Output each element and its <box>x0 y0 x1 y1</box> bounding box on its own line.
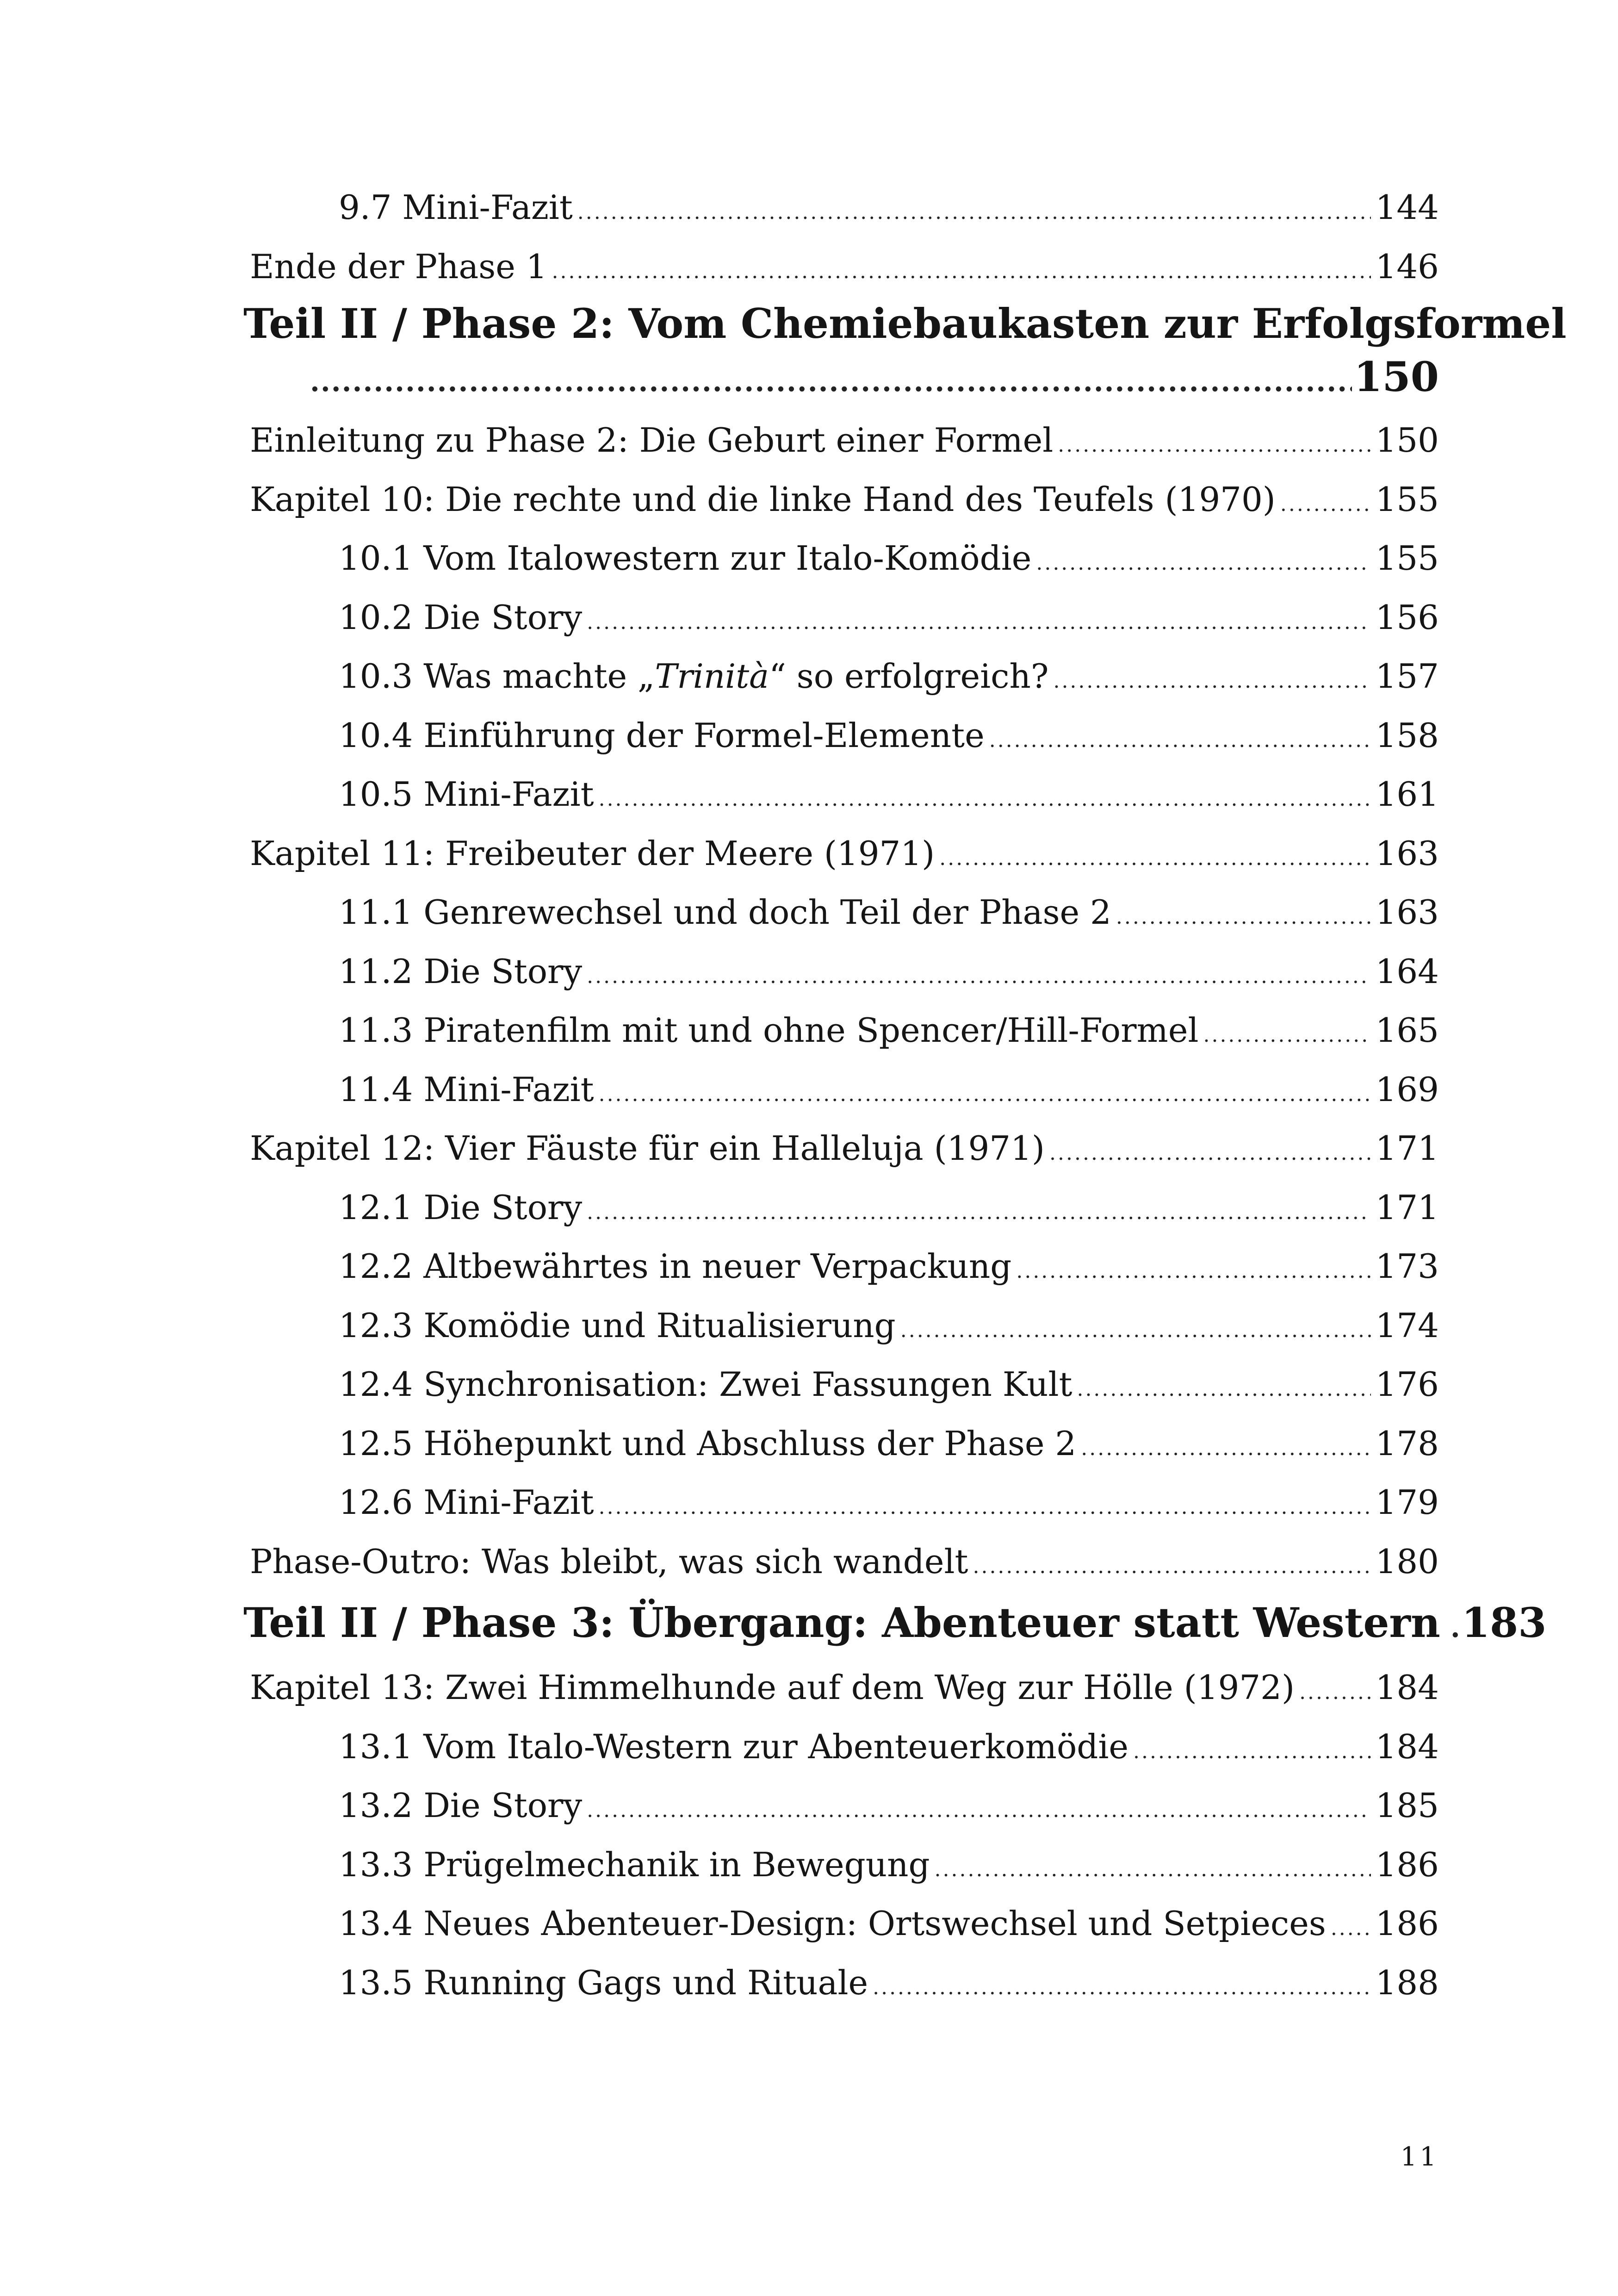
toc-entry-label: 10.4 Einführung der Formel-Elemente <box>339 716 985 755</box>
film-title-italic: Trinità <box>655 657 769 696</box>
toc-entry[interactable] <box>339 1011 1439 1050</box>
toc-entry-label: Ende der Phase 1 <box>250 247 547 286</box>
toc-entry-label: 13.4 Neues Abenteuer-Design: Ortswechsel und Setpieces <box>339 1904 1326 1943</box>
toc-entry-page: 186 <box>1375 1904 1439 1943</box>
dot-leader <box>577 202 1371 223</box>
toc-entry[interactable] <box>339 952 1439 991</box>
toc-entry[interactable] <box>339 1365 1439 1404</box>
toc-entry-page: 180 <box>1375 1542 1439 1581</box>
dot-leader <box>1280 494 1371 515</box>
toc-entry-label: 10.5 Mini-Fazit <box>339 775 594 814</box>
toc-entry-label: 12.6 Mini-Fazit <box>339 1483 594 1522</box>
label-prefix: 10.3 Was machte „ <box>339 657 655 696</box>
dot-leader <box>900 1320 1371 1341</box>
toc-entry[interactable] <box>250 834 1439 873</box>
toc-entry[interactable] <box>339 1727 1439 1766</box>
dot-leader <box>310 368 1352 396</box>
dot-leader <box>1331 1918 1371 1939</box>
toc-entry-page: 156 <box>1375 598 1439 637</box>
dot-leader <box>599 789 1371 809</box>
dot-leader <box>1081 1438 1370 1459</box>
toc-entry-page: 150 <box>1375 421 1439 460</box>
dot-leader <box>1133 1742 1371 1762</box>
toc-entry-label: 10.2 Die Story <box>339 598 583 637</box>
toc-entry-page: 158 <box>1375 716 1439 755</box>
toc-entry-page: 184 <box>1375 1668 1439 1707</box>
dot-leader <box>1203 1025 1370 1045</box>
toc-entry-label: 13.1 Vom Italo-Western zur Abenteuerkomödie <box>339 1727 1129 1766</box>
dot-leader <box>1451 1614 1460 1642</box>
dot-leader <box>1299 1682 1371 1703</box>
toc-entry-label: Kapitel 10: Die rechte und die linke Hand des Teufels (1970) <box>250 480 1276 519</box>
toc-entry-page: 169 <box>1375 1070 1439 1109</box>
toc-entry-page: 144 <box>1375 188 1439 227</box>
dot-leader <box>587 1800 1370 1821</box>
part-heading-title: Teil II / Phase 3: Übergang: Abenteuer statt Western <box>243 1599 1440 1647</box>
toc-entry[interactable] <box>339 1188 1439 1227</box>
toc-entry[interactable] <box>339 1483 1439 1522</box>
toc-entry-label: 10.1 Vom Italowestern zur Italo-Komödie <box>339 539 1032 578</box>
toc-entry-page: 171 <box>1375 1188 1439 1227</box>
toc-entry-page: 184 <box>1375 1727 1439 1766</box>
toc-entry-label: Einleitung zu Phase 2: Die Geburt einer Formel <box>250 421 1054 460</box>
toc-entry-label: 12.2 Altbewährtes in neuer Verpackung <box>339 1247 1012 1286</box>
dot-leader <box>587 1202 1370 1223</box>
toc-entry-page: 155 <box>1375 480 1439 519</box>
dot-leader <box>1116 907 1371 927</box>
toc-entry[interactable] <box>339 716 1439 755</box>
toc-entry[interactable] <box>339 598 1439 637</box>
toc-entry[interactable] <box>339 1247 1439 1286</box>
part-heading[interactable] <box>243 1599 1547 1647</box>
toc-entry[interactable] <box>339 893 1439 932</box>
toc-entry-page: 157 <box>1375 657 1439 696</box>
toc-entry-page: 186 <box>1375 1845 1439 1884</box>
dot-leader <box>1049 1143 1371 1164</box>
label-suffix: “ so erfolgreich? <box>769 657 1049 696</box>
toc-entry-page: 146 <box>1375 247 1439 286</box>
toc-entry[interactable] <box>339 1904 1439 1943</box>
toc-entry[interactable] <box>250 1129 1439 1168</box>
toc-entry[interactable] <box>250 247 1439 286</box>
toc-entry-page: 176 <box>1375 1365 1439 1404</box>
toc-entry-label: 13.5 Running Gags und Rituale <box>339 1963 868 2002</box>
dot-leader <box>587 612 1370 633</box>
toc-entry-page: 174 <box>1375 1306 1439 1345</box>
toc-entry[interactable] <box>339 1963 1439 2002</box>
toc-entry-label: Phase-Outro: Was bleibt, was sich wandelt <box>250 1542 968 1581</box>
toc-entry[interactable] <box>339 188 1439 227</box>
toc-entry-page: 163 <box>1375 893 1439 932</box>
dot-leader <box>989 730 1371 751</box>
toc-entry-label: Kapitel 12: Vier Fäuste für ein Halleluja (1971) <box>250 1129 1045 1168</box>
dot-leader <box>599 1497 1371 1518</box>
toc-entry-page: 185 <box>1375 1786 1439 1825</box>
toc-entry-label: 11.4 Mini-Fazit <box>339 1070 594 1109</box>
dot-leader <box>873 1978 1370 1998</box>
dot-leader <box>552 261 1371 282</box>
toc-entry-page: 164 <box>1375 952 1439 991</box>
toc-entry-label: 12.5 Höhepunkt und Abschluss der Phase 2 <box>339 1424 1077 1463</box>
dot-leader <box>935 1860 1371 1880</box>
toc-entry-label: 12.1 Die Story <box>339 1188 583 1227</box>
dot-leader <box>587 966 1370 987</box>
toc-entry-label: 13.3 Prügelmechanik in Bewegung <box>339 1845 930 1884</box>
dot-leader <box>1053 671 1370 691</box>
dot-leader <box>1077 1379 1370 1400</box>
toc-entry-label: 12.4 Synchronisation: Zwei Fassungen Kult <box>339 1365 1072 1404</box>
toc-entry[interactable] <box>339 1786 1439 1825</box>
dot-leader <box>599 1084 1371 1105</box>
part-heading-leader[interactable] <box>310 353 1439 401</box>
toc-entry-page: 173 <box>1375 1247 1439 1286</box>
dot-leader <box>1036 553 1370 573</box>
toc-entry-label: 13.2 Die Story <box>339 1786 583 1825</box>
toc-entry-label: Kapitel 13: Zwei Himmelhunde auf dem Weg zur Hölle (1972) <box>250 1668 1295 1707</box>
toc-entry[interactable] <box>339 1424 1439 1463</box>
part-heading-page: 150 <box>1354 353 1439 401</box>
toc-entry-label: 11.1 Genrewechsel und doch Teil der Phase 2 <box>339 893 1111 932</box>
toc-entry-page: 163 <box>1375 834 1439 873</box>
toc-entry[interactable] <box>250 421 1439 460</box>
toc-entry[interactable] <box>339 1306 1439 1345</box>
toc-entry[interactable] <box>339 1070 1439 1109</box>
toc-entry[interactable] <box>250 1668 1439 1707</box>
toc-entry[interactable] <box>250 1542 1439 1581</box>
dot-leader <box>939 848 1370 869</box>
dot-leader <box>1058 435 1370 455</box>
toc-entry[interactable] <box>339 1845 1439 1884</box>
toc-entry[interactable] <box>339 657 1439 696</box>
toc-entry-label: Kapitel 11: Freibeuter der Meere (1971) <box>250 834 935 873</box>
toc-entry[interactable] <box>339 539 1439 578</box>
toc-entry-page: 188 <box>1375 1963 1439 2002</box>
part-heading-title[interactable]: Teil II / Phase 2: Vom Chemiebaukasten zur Erfolgsformel <box>243 299 1567 348</box>
toc-entry-label: 11.2 Die Story <box>339 952 583 991</box>
page-number: 11 <box>1400 2142 1439 2172</box>
toc-entry-label: 11.3 Piratenfilm mit und ohne Spencer/Hill-Formel <box>339 1011 1199 1050</box>
toc-entry-page: 179 <box>1375 1483 1439 1522</box>
toc-entry-label: 9.7 Mini-Fazit <box>339 188 573 227</box>
toc-entry[interactable] <box>250 480 1439 519</box>
toc-entry[interactable] <box>339 775 1439 814</box>
toc-entry-label: 12.3 Komödie und Ritualisierung <box>339 1306 896 1345</box>
toc-entry-label <box>339 657 1049 696</box>
dot-leader <box>1016 1261 1370 1282</box>
toc-entry-page: 165 <box>1375 1011 1439 1050</box>
toc-entry-page: 178 <box>1375 1424 1439 1463</box>
dot-leader <box>973 1556 1370 1577</box>
toc-entry-page: 171 <box>1375 1129 1439 1168</box>
toc-entry-page: 161 <box>1375 775 1439 814</box>
part-heading-page: 183 <box>1461 1599 1547 1647</box>
toc-entry-page: 155 <box>1375 539 1439 578</box>
